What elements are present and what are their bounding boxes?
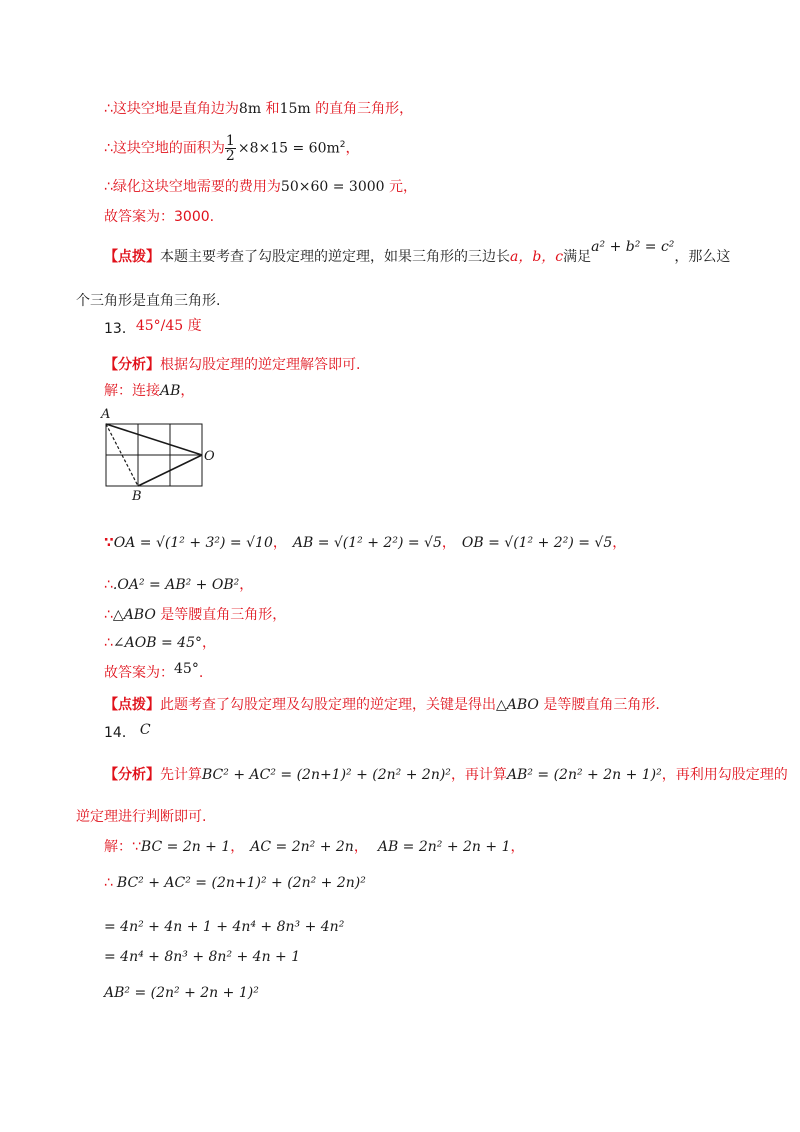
numerator: 1 bbox=[225, 133, 235, 150]
line-cost bbox=[104, 176, 417, 198]
math: AB = 2n² + 2n + 1 bbox=[377, 839, 511, 855]
question-number: 14． bbox=[104, 725, 136, 741]
q14-step-2 bbox=[104, 946, 300, 968]
q14-analysis bbox=[104, 764, 788, 786]
q13-tip bbox=[104, 694, 660, 716]
denominator: 2 bbox=[225, 148, 235, 165]
therefore-symbol: ∴ bbox=[104, 607, 113, 623]
math: ∠AOB = 45° bbox=[112, 635, 202, 651]
math: = 4n⁴ + 8n³ + 8n² + 4n + 1 bbox=[104, 949, 301, 965]
math: △ABO bbox=[496, 697, 539, 713]
text: ， bbox=[612, 535, 627, 551]
q13-solution bbox=[104, 380, 194, 402]
text: ， bbox=[180, 383, 195, 399]
text: 故答案为： bbox=[104, 665, 174, 681]
line-tip-12 bbox=[104, 239, 731, 268]
math: a² + b² = c² bbox=[591, 239, 675, 255]
text: ， bbox=[272, 535, 287, 551]
label-a: A bbox=[101, 407, 111, 422]
math: .OA² = AB² + OB² bbox=[112, 577, 240, 593]
q13-because bbox=[104, 532, 626, 554]
text: ，再利用勾股定理的 bbox=[661, 767, 788, 783]
text: 是等腰直角三角形. bbox=[538, 697, 660, 713]
text: ， bbox=[201, 635, 216, 651]
math-sup: 2 bbox=[339, 140, 346, 150]
text: 是等腰直角三角形， bbox=[155, 607, 287, 623]
q13-therefore-3 bbox=[104, 632, 216, 654]
q13-analysis bbox=[104, 354, 360, 376]
text: ∴这块空地是直角边为 bbox=[104, 101, 239, 117]
text: ， bbox=[510, 839, 525, 855]
q13-answer bbox=[104, 662, 203, 684]
tag: 【点拨】 bbox=[104, 249, 160, 265]
math: = 4n² + 4n + 1 + 4n⁴ + 8n³ + 4n² bbox=[104, 919, 345, 935]
tag: 【点拨】 bbox=[104, 697, 160, 713]
text: ， bbox=[239, 577, 254, 593]
line-area bbox=[104, 134, 359, 163]
text: 元， bbox=[384, 179, 417, 195]
text: 和 bbox=[261, 101, 280, 117]
because-symbol: ∵ bbox=[104, 535, 114, 551]
grid-figure bbox=[96, 404, 226, 504]
math: AB bbox=[160, 383, 181, 399]
q13-header bbox=[104, 318, 202, 340]
q14-therefore bbox=[104, 872, 366, 894]
math: AB² = (2n² + 2n + 1)² bbox=[104, 985, 259, 1001]
q14-step-1 bbox=[104, 916, 344, 938]
text: ∴这块空地的面积为 bbox=[104, 140, 225, 157]
answer: 45°/45 度 bbox=[135, 318, 202, 334]
math: OA = √(1² + 3²) = √10 bbox=[113, 535, 273, 551]
grid-lines bbox=[106, 424, 202, 486]
fraction bbox=[225, 134, 236, 163]
therefore-symbol: ∴ bbox=[104, 577, 113, 593]
q14-step-3 bbox=[104, 982, 259, 1004]
line-answer-12: 故答案为：3000. bbox=[104, 209, 215, 225]
segment-ao bbox=[106, 424, 202, 455]
text: 先计算 bbox=[160, 767, 202, 783]
question-number: 13． bbox=[104, 321, 136, 337]
line-tip-12-cont: 个三角形是直角三角形. bbox=[76, 293, 221, 309]
text: 解：∵ bbox=[104, 839, 141, 855]
therefore-symbol: ∴ bbox=[104, 875, 113, 891]
text: 根据勾股定理的逆定理解答即可. bbox=[160, 357, 361, 373]
text: 解：连接 bbox=[104, 383, 160, 399]
math: 15m bbox=[279, 101, 311, 117]
math: a，b，c bbox=[510, 249, 564, 265]
therefore-symbol: ∴ bbox=[104, 635, 113, 651]
text: ， bbox=[230, 839, 245, 855]
math: AB² = (2n² + 2n + 1)² bbox=[506, 767, 662, 783]
text: 本题主要考查了勾股定理的逆定理，如果三角形的三边长 bbox=[160, 249, 510, 265]
q14-analysis-cont: 逆定理进行判断即可. bbox=[76, 809, 207, 825]
text: ， bbox=[353, 839, 368, 855]
label-o: O bbox=[204, 449, 215, 464]
text: ， bbox=[441, 535, 456, 551]
text: ， bbox=[345, 140, 360, 157]
math: BC = 2n + 1 bbox=[140, 839, 231, 855]
text: 的直角三角形， bbox=[310, 101, 414, 117]
q13-therefore-2 bbox=[104, 604, 286, 626]
math: △ABO bbox=[112, 607, 156, 623]
text: 此题考查了勾股定理及勾股定理的逆定理，关键是得出 bbox=[160, 697, 496, 713]
math: ×8×15 = 60m bbox=[237, 140, 340, 157]
math: 50×60 = 3000 bbox=[280, 179, 385, 195]
math: AB = √(1² + 2²) = √5 bbox=[292, 535, 442, 551]
text: 满足 bbox=[563, 249, 592, 265]
text: ∴绿化这块空地需要的费用为 bbox=[104, 179, 281, 195]
math: OB = √(1² + 2²) = √5 bbox=[461, 535, 613, 551]
math: AC = 2n² + 2n bbox=[250, 839, 354, 855]
answer: C bbox=[139, 722, 151, 738]
tag: 【分析】 bbox=[104, 357, 160, 373]
text: ，再计算 bbox=[450, 767, 507, 783]
math: 45° bbox=[174, 661, 199, 677]
label-b: B bbox=[132, 489, 142, 504]
math: BC² + AC² = (2n+1)² + (2n² + 2n)² bbox=[116, 875, 366, 891]
text: . bbox=[198, 665, 204, 681]
math: BC² + AC² = (2n+1)² + (2n² + 2n)² bbox=[202, 767, 451, 783]
tag: 【分析】 bbox=[104, 767, 160, 783]
math: 8m bbox=[238, 101, 262, 117]
q14-solution bbox=[104, 836, 525, 858]
text: ，那么这 bbox=[674, 249, 731, 265]
q14-header bbox=[104, 722, 151, 744]
line-right-triangle bbox=[104, 98, 413, 120]
q13-therefore-1 bbox=[104, 574, 253, 596]
